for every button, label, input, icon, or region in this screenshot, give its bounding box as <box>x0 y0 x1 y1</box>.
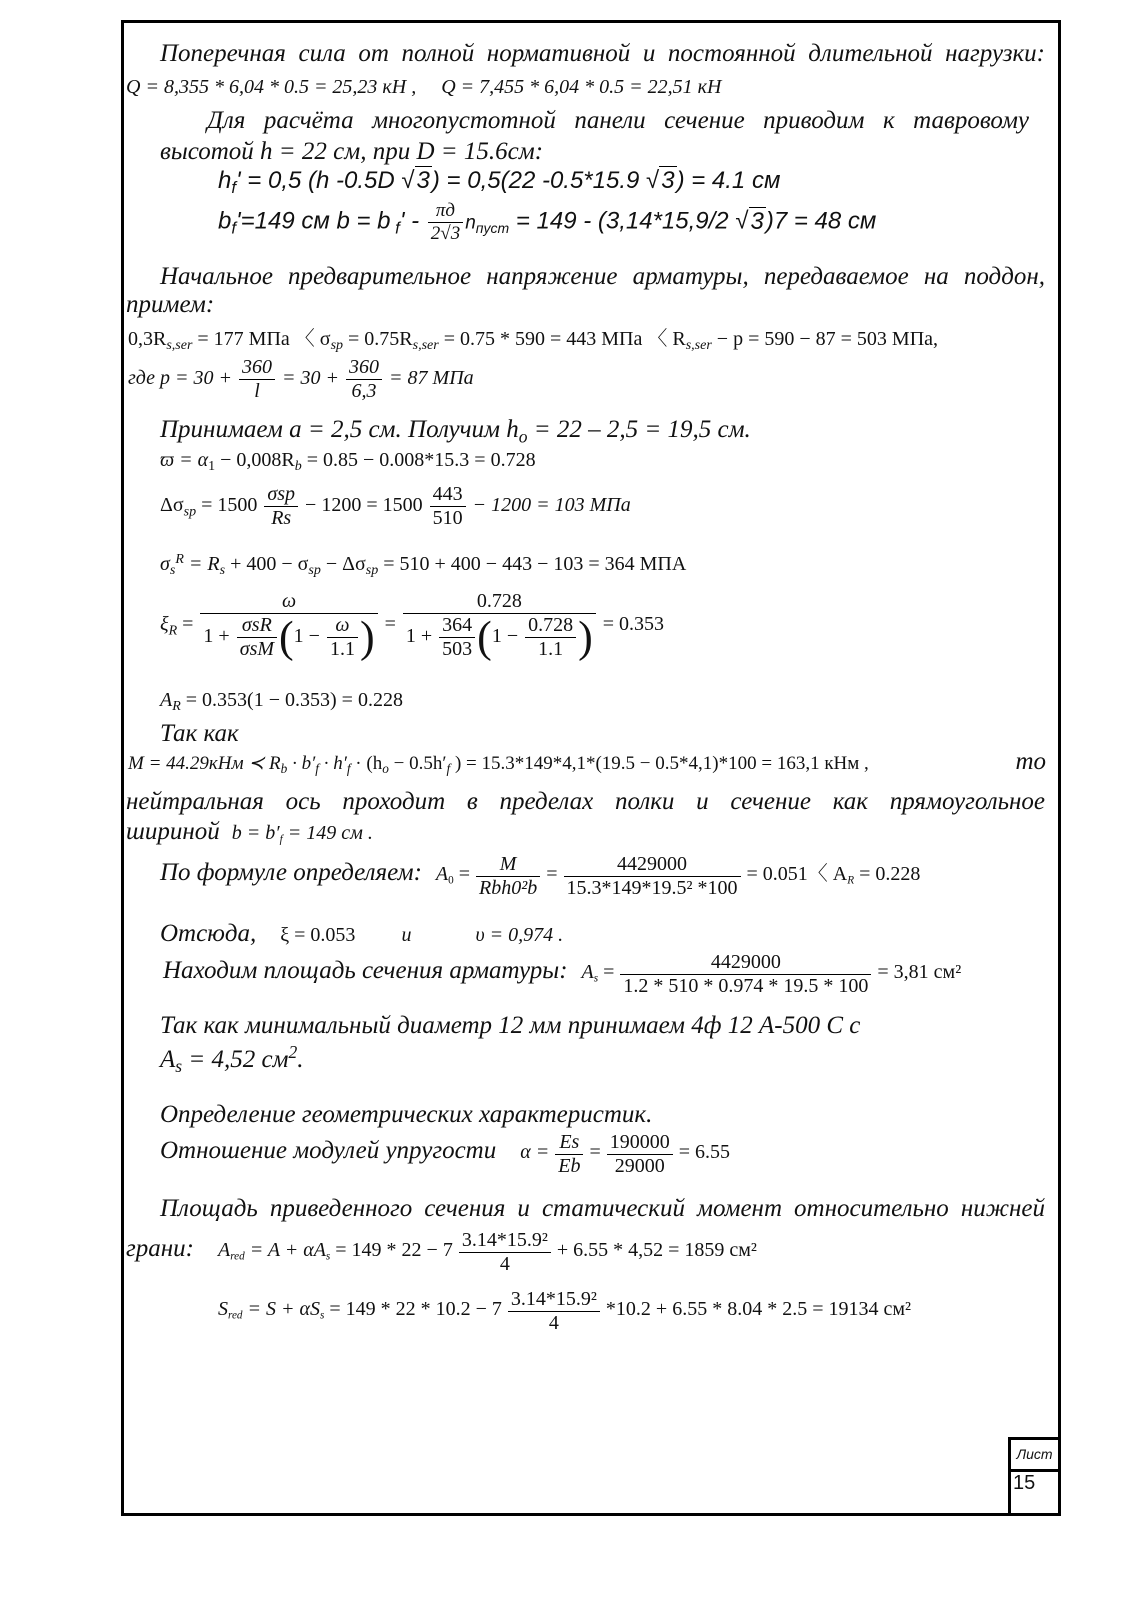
fraction-pi-d: $\frac{\pi д}{2√3}$ <box>428 200 463 245</box>
formula-as: Находим площадь сечения арматуры: $A_s$ = $\frac{4429000}{1.2 * 510 * 0.974 * 19.5 * 100}$ = 3,81 см² <box>163 951 962 997</box>
formula-hf-part: h <box>218 167 232 194</box>
text-line-height: высотой h = 22 см, при D = 15.6см: <box>160 138 544 165</box>
fraction-sigma-rs: $\frac{\text{σsp}}{Rs}$ <box>264 483 298 530</box>
sheet-number: 15 <box>1013 1472 1036 1494</box>
formula-prestress-range: $0,3R_{s,ser} = 177$ МПа 〈 $\sigma_{sp} = 0.75R_{s,ser} = 0.75 * 590 = 443$ МПа 〈 $R_{s,ser} - p = 590 - 87 = 503$ МПа, <box>128 328 939 354</box>
text-line-since: Так как <box>160 720 239 747</box>
fraction-360-l: $\frac{360}{l}$ <box>239 356 275 403</box>
fraction-area-hole: $\frac{\text{3.14*15.9²}}{4}$ <box>508 1288 600 1335</box>
text-line-accept: примем: <box>126 291 215 318</box>
formula-hf-part: ) = 0,5(22 -0.5*15.9 <box>431 167 647 194</box>
formula-hf-part: ' = 0,5 (h -0.5D <box>236 167 402 194</box>
formula-ar: $A_R = 0.353(1 - 0.353) = 0.228$ <box>160 689 403 715</box>
formula-sred: $S_{red} = S + \alpha S_s = 149 * 22 * 10.2 - 7$ $\frac{\text{3.14*15.9²}}{4}$ *10.2 + 6.55 * 8.04 * 2.5 = 19134 см² <box>218 1288 912 1334</box>
formula-xi-r: $\xi_R$ = ω 1 + $\frac{\text{σsR}}{\text{σsM}}$ (1 − $\frac{\omega}{1.1}$ ) = 0.728 1 + $\frac{364}{503}$ (1 − $\frac{0.728}{1.1}$ ) = 0.353 <box>160 590 665 662</box>
formula-bf-part: = 149 - (3,14*15,9/2 <box>515 207 736 235</box>
text-line-shear-force: Поперечная сила от полной нормативной и постоянной длительной нагрузки: <box>160 40 1045 67</box>
formula-bf: $b_f'=149$ см b = b $_f$' - $\frac{\pi д}{2√3}$ $n_{пуст} = 149 - (3,14*15,9/2$ √3)7 = 48 см <box>218 200 877 244</box>
formula-bf-part: '=149 см b = b <box>236 207 391 235</box>
formula-a0: По формуле определяем: $A_0$ = $\frac{M}{\text{Rbh0²b}}$ = $\frac{4429000}{\text{15.3*149*19.5² *100}}$ = 0.051〈 $A_R = 0.228$ <box>160 853 921 899</box>
formula-delta-sigma: $\Delta\sigma_{sp} = 1500$ $\frac{\text{σsp}}{Rs}$ − 1200 = 1500 $\frac{443}{510}$ − 1200 = 103 МПа <box>160 483 631 529</box>
formula-shear-values <box>126 76 721 99</box>
text-line-neutral-axis: нейтральная ось проходит в пределах полки и сечение как прямоугольное <box>126 788 1045 815</box>
fraction-360-63: $\frac{360}{6,3}$ <box>346 356 382 403</box>
text-line-width: шириной $b = b'_f = 149$ см . <box>126 818 373 846</box>
text-line-min-diameter: Так как минимальный диаметр 12 мм принимаем 4ф 12 А-500 С с <box>160 1012 861 1039</box>
fraction-xi-numeric: 0.728 1 + $\frac{364}{503}$ (1 − $\frac{0.728}{1.1}$ ) <box>403 590 596 661</box>
text-line-prestress: Начальное предварительное напряжение арматуры, передаваемое на поддон, <box>160 263 1045 290</box>
fraction-xi-symbolic: ω 1 + $\frac{\text{σsR}}{\text{σsM}}$ (1 − $\frac{\omega}{1.1}$ ) <box>200 590 377 661</box>
text-line-hence: Отсюда, ξ = 0.053 и υ = 0,974 . <box>160 920 564 947</box>
formula-hf-part: ) = 4.1 см <box>676 167 781 194</box>
sheet-stamp <box>1008 1437 1058 1513</box>
sqrt-value: 3 <box>416 167 430 194</box>
fraction-4429000: $\frac{4429000}{\text{15.3*149*19.5² *100}}$ <box>564 853 741 900</box>
fraction-as: $\frac{4429000}{1.2 * 510 * 0.974 * 19.5 * 100}$ <box>620 951 871 998</box>
formula-q2: Q = 7,455 * 6,04 * 0.5 = 22,51 кН <box>441 76 722 98</box>
formula-q1: Q = 8,355 * 6,04 * 0.5 = 25,23 кН , <box>126 76 417 98</box>
text-line-panel-section: Для расчёта многопустотной панели сечение приводим к тавровому <box>207 107 1029 134</box>
formula-sigma-sr: $\sigma_s^R = R_s + 400 - \sigma_{sp} - \Delta\sigma_{sp} = 510 + 400 - 443 - 103 = 364$ МПА <box>160 552 687 579</box>
fraction-190000: $\frac{190000}{29000}$ <box>607 1131 673 1178</box>
formula-moment-check: M = 44.29кНм ≺ $R_b \cdot b'_f \cdot h'_f \cdot (h_o - 0.5h'_f$ ) = 15.3*149*4,1*(19.5 − 0.5*4,1)*100 = 163,1 кНм , то <box>128 748 1046 776</box>
fraction-443-510: $\frac{443}{510}$ <box>430 483 466 530</box>
fraction-area-hole: $\frac{\text{3.14*15.9²}}{4}$ <box>459 1229 551 1276</box>
sqrt-value: 3 <box>661 167 675 194</box>
sqrt-value: 3 <box>750 207 764 235</box>
text-line-reduced-section: Площадь приведенного сечения и статический момент относительно нижней <box>160 1195 1045 1222</box>
formula-alpha: Отношение модулей упругости α = $\frac{Es}{Eb}$ = $\frac{190000}{29000}$ = 6.55 <box>160 1131 731 1177</box>
formula-bf-part: ' - <box>399 207 420 235</box>
text-line-geometry: Определение геометрических характеристик. <box>160 1101 653 1128</box>
text-line-accept-a: Принимаем a = 2,5 см. Получим $h_о = 22 - 2,5 = 19,5$ см. <box>160 416 751 447</box>
formula-hf: $h_f' = 0,5$ (h -0.5D √3) = 0,5(22 -0.5*15.9 √3) = 4.1 см <box>218 167 781 198</box>
formula-omega: $ϖ = \alpha_1 - 0,008R_b = 0.85 - 0.008*15.3 = 0.728$ <box>160 449 536 475</box>
formula-bf-part: b <box>218 207 232 235</box>
fraction-m-rbh: $\frac{M}{\text{Rbh0²b}}$ <box>476 853 540 900</box>
fraction-es-eb: $\frac{Es}{Eb}$ <box>555 1131 583 1178</box>
formula-bf-part: )7 = 48 см <box>765 207 877 235</box>
formula-p: где p = 30 + $\frac{360}{l}$ = 30 + $\frac{360}{6,3}$ = 87 МПа <box>128 356 474 402</box>
formula-ared: грани: $A_{red} = A + \alpha A_s = 149 * 22 - 7$ $\frac{\text{3.14*15.9²}}{4}$ + 6.55 * 4,52 = 1859 см² <box>126 1229 757 1275</box>
stamp-label: Лист <box>1011 1440 1058 1472</box>
text-line-as-value: $A_s = 4,52$ $см^2$. <box>160 1042 304 1076</box>
